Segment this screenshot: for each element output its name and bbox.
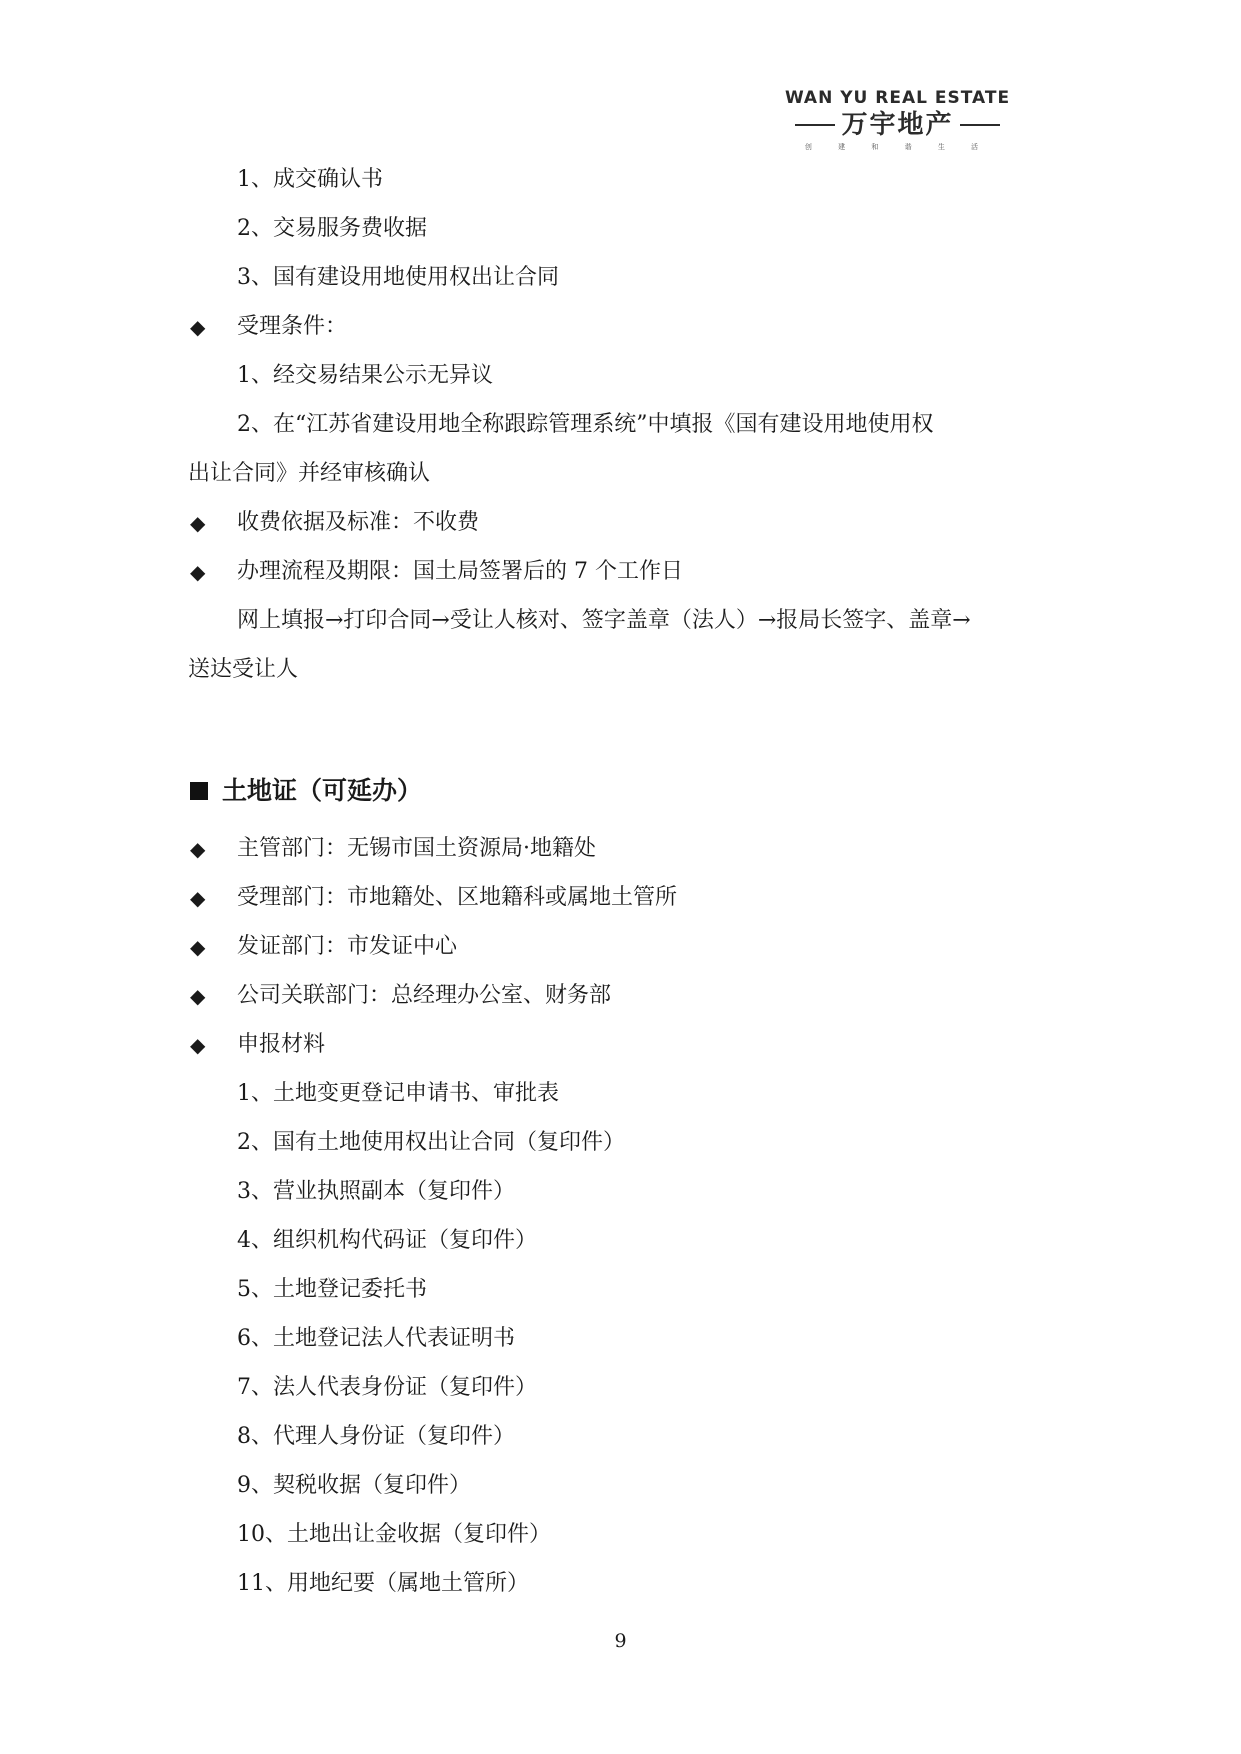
material-item: 7、法人代表身份证（复印件）: [237, 1375, 537, 1400]
logo-english-name: WAN YU REAL ESTATE: [784, 88, 1011, 108]
square-bullet-icon: [190, 782, 208, 800]
diamond-bullet-icon: ◆: [190, 1033, 206, 1057]
logo-chinese-name: 万宇地产: [841, 110, 954, 140]
material-item: 5、土地登记委托书: [237, 1277, 427, 1302]
list-item: 2、交易服务费收据: [237, 216, 427, 241]
material-item: 1、土地变更登记申请书、审批表: [237, 1081, 559, 1106]
list-item: 2、在“江苏省建设用地全称跟踪管理系统”中填报《国有建设用地使用权: [237, 412, 934, 437]
diamond-bullet-icon: ◆: [190, 560, 206, 584]
material-item: 9、契税收据（复印件）: [237, 1473, 471, 1498]
acceptance-conditions-label: 受理条件：: [237, 314, 348, 339]
bullet-item: 受理部门：市地籍处、区地籍科或属地土管所: [237, 885, 678, 910]
bullet-item: 发证部门：市发证中心: [237, 934, 458, 959]
diamond-bullet-icon: ◆: [190, 984, 206, 1008]
material-item: 2、国有土地使用权出让合同（复印件）: [237, 1130, 625, 1155]
page-number: 9: [614, 1630, 627, 1652]
process-info: 办理流程及期限：国土局签署后的 7 个工作日: [237, 559, 683, 584]
logo-rule-right: [960, 124, 1000, 126]
material-item: 8、代理人身份证（复印件）: [237, 1424, 515, 1449]
section-title: 土地证（可延办）: [222, 776, 423, 805]
company-logo: [760, 88, 1035, 152]
logo-tagline: 创 建 和 谐 生 活: [804, 143, 991, 151]
material-item: 10、土地出让金收据（复印件）: [237, 1522, 551, 1547]
diamond-bullet-icon: ◆: [190, 315, 206, 339]
flow-text: 网上填报→打印合同→受让人核对、签字盖章（法人）→报局长签字、盖章→: [237, 608, 971, 633]
list-item: 3、国有建设用地使用权出让合同: [237, 265, 559, 290]
material-item: 6、土地登记法人代表证明书: [237, 1326, 515, 1351]
diamond-bullet-icon: ◆: [190, 886, 206, 910]
bullet-item: 公司关联部门：总经理办公室、财务部: [237, 983, 612, 1008]
material-item: 11、用地纪要（属地土管所）: [237, 1571, 529, 1596]
bullet-item: 申报材料: [237, 1032, 326, 1057]
diamond-bullet-icon: ◆: [190, 837, 206, 861]
material-item: 4、组织机构代码证（复印件）: [237, 1228, 537, 1253]
list-item-continuation: 出让合同》并经审核确认: [188, 461, 431, 486]
logo-rule-left: [795, 124, 835, 126]
fee-info: 收费依据及标准：不收费: [237, 510, 480, 535]
diamond-bullet-icon: ◆: [190, 935, 206, 959]
material-item: 3、营业执照副本（复印件）: [237, 1179, 515, 1204]
list-item: 1、经交易结果公示无异议: [237, 363, 493, 388]
list-item: 1、成交确认书: [237, 167, 383, 192]
bullet-item: 主管部门：无锡市国土资源局·地籍处: [237, 836, 596, 861]
flow-text-continuation: 送达受让人: [188, 657, 299, 682]
diamond-bullet-icon: ◆: [190, 511, 206, 535]
section-heading: [190, 775, 422, 807]
